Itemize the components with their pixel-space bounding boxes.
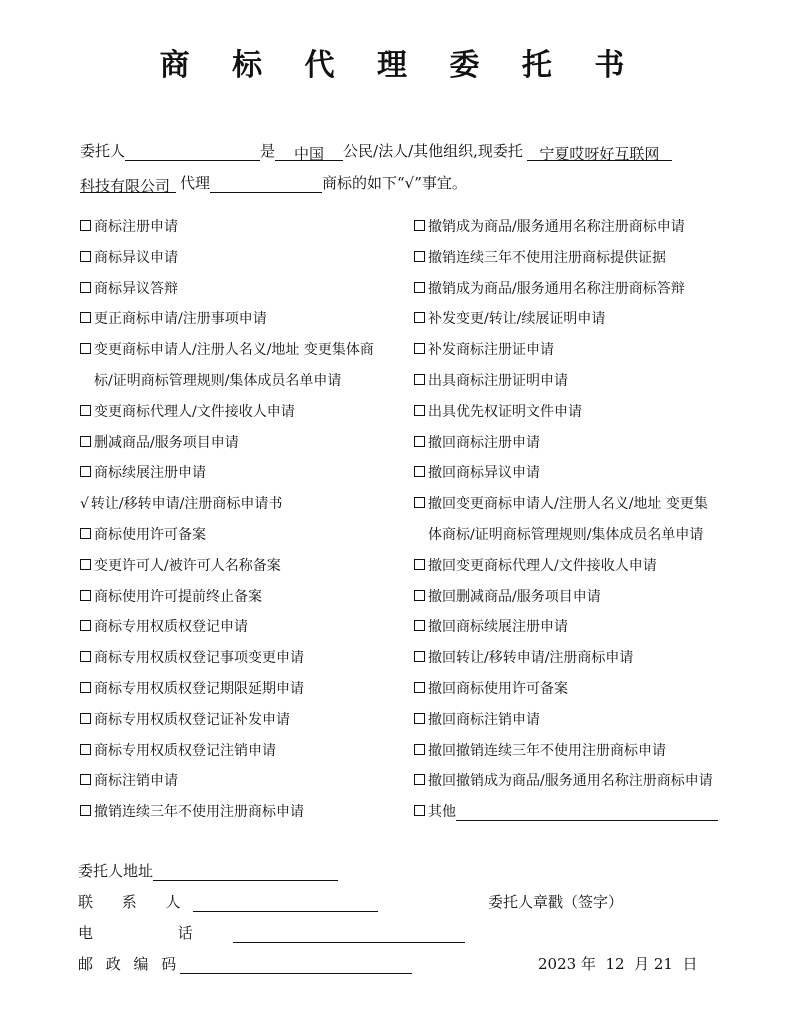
right-item[interactable]: [414, 462, 540, 482]
checkbox-icon[interactable]: [80, 343, 91, 354]
right-item-label: 撤回变更商标申请人/注册人名义/地址 变更集: [428, 496, 708, 513]
checkbox-icon[interactable]: [80, 744, 91, 755]
checkbox-icon[interactable]: [414, 312, 425, 323]
right-item[interactable]: [428, 524, 703, 544]
address-field[interactable]: [153, 864, 338, 881]
left-item[interactable]: [80, 770, 178, 790]
checkbox-icon[interactable]: [80, 774, 91, 785]
checkbox-icon[interactable]: [80, 682, 91, 693]
right-item[interactable]: [414, 801, 718, 821]
seal-row: [488, 891, 623, 912]
checkbox-icon[interactable]: [414, 713, 425, 724]
checkbox-icon[interactable]: [80, 282, 91, 293]
left-item-label: 商标专用权质权登记申请: [94, 619, 248, 636]
right-item[interactable]: [414, 401, 582, 421]
right-item[interactable]: [414, 616, 568, 636]
right-item-label: 撤回商标注册申请: [428, 434, 540, 451]
left-item-label: 变更商标申请人/注册人名义/地址 变更集体商: [94, 342, 374, 359]
right-item-label: 撤回撤销连续三年不使用注册商标申请: [428, 742, 666, 759]
left-item-label: 商标注销申请: [94, 773, 178, 790]
client-name-field[interactable]: [125, 143, 260, 161]
agent-name-field-2[interactable]: [80, 175, 176, 193]
trademark-suffix: 商标的如下“√”事宜。: [322, 174, 467, 192]
right-item[interactable]: [414, 216, 685, 236]
right-item-label: 其他: [428, 804, 456, 821]
checkbox-icon[interactable]: [80, 590, 91, 601]
left-item[interactable]: [80, 678, 304, 698]
intro-line-2: [80, 172, 467, 193]
checkbox-icon[interactable]: [414, 436, 425, 447]
checkbox-icon[interactable]: [414, 405, 425, 416]
checkbox-icon[interactable]: [414, 620, 425, 631]
right-item-label: 撤回商标异议申请: [428, 465, 540, 482]
checkbox-icon[interactable]: [414, 805, 425, 816]
left-item-label: 商标专用权质权登记事项变更申请: [94, 650, 304, 667]
seal-label: 委托人章戳（签字）: [488, 893, 624, 911]
phone-label: 电 话: [78, 924, 233, 942]
left-item-label: 变更许可人/被许可人名称备案: [94, 557, 281, 574]
left-item[interactable]: [80, 616, 248, 636]
left-item-label: 商标异议申请: [94, 249, 178, 266]
right-item[interactable]: [414, 493, 708, 513]
checkbox-icon[interactable]: [414, 590, 425, 601]
checkbox-icon[interactable]: [414, 374, 425, 385]
checkbox-icon[interactable]: [414, 251, 425, 262]
address-label: 委托人地址: [78, 862, 154, 880]
contact-row: [78, 891, 378, 912]
checkbox-icon[interactable]: [80, 651, 91, 662]
left-item-label: 商标使用许可提前终止备案: [94, 588, 262, 605]
right-item[interactable]: [414, 247, 666, 267]
left-item[interactable]: [80, 586, 262, 606]
checkbox-icon[interactable]: [414, 682, 425, 693]
left-item[interactable]: [80, 308, 267, 328]
right-item[interactable]: [414, 586, 601, 606]
checkbox-icon[interactable]: [414, 744, 425, 755]
right-item[interactable]: [414, 278, 685, 298]
left-item-label: 商标注册申请: [94, 219, 178, 235]
left-item-label: 更正商标申请/注册事项申请: [94, 311, 267, 328]
checkbox-icon[interactable]: [414, 466, 425, 477]
checkbox-icon[interactable]: [80, 251, 91, 262]
agent-name-field-1[interactable]: [527, 143, 672, 161]
checkbox-icon[interactable]: [80, 559, 91, 570]
right-item-label: 出具优先权证明文件申请: [428, 403, 582, 420]
checkbox-icon[interactable]: [80, 312, 91, 323]
left-item[interactable]: [80, 462, 206, 482]
right-item-label: 体商标/证明商标管理规则/集体成员名单申请: [428, 527, 704, 543]
right-item-label: 撤回转让/移转申请/注册商标申请: [428, 650, 634, 667]
left-item-label: 商标专用权质权登记注销申请: [94, 742, 276, 759]
right-item-label: 撤销连续三年不使用注册商标提供证据: [428, 249, 666, 266]
contact-label: 联 系 人: [78, 893, 193, 911]
checkbox-icon[interactable]: [80, 620, 91, 631]
agent-name-part-1: 宁夏哎呀好互联网: [539, 145, 660, 163]
right-item[interactable]: [414, 647, 633, 667]
left-item-label: 撤销连续三年不使用注册商标申请: [94, 804, 304, 821]
left-item-label: 商标续展注册申请: [94, 465, 206, 482]
left-item[interactable]: [80, 339, 374, 359]
left-item-label: 转让/移转申请/注册商标申请书: [90, 496, 283, 513]
checkbox-icon[interactable]: [414, 497, 425, 508]
agent-suffix: 代理: [180, 174, 211, 192]
contact-field[interactable]: [193, 895, 378, 912]
right-item-label: 撤回删减商品/服务项目申请: [428, 588, 601, 605]
checkbox-icon[interactable]: [80, 528, 91, 539]
left-item-label: 商标专用权质权登记证补发申请: [94, 711, 290, 728]
checkbox-icon[interactable]: [414, 774, 425, 785]
right-item[interactable]: [414, 740, 666, 760]
other-field[interactable]: [456, 805, 718, 821]
left-item[interactable]: [80, 432, 239, 452]
postcode-field[interactable]: [180, 957, 412, 974]
checkbox-icon[interactable]: [414, 651, 425, 662]
right-item-label: 撤回商标注销申请: [428, 711, 540, 728]
right-item[interactable]: [414, 555, 657, 575]
right-item[interactable]: [414, 709, 540, 729]
left-item-label: 商标异议答辩: [94, 280, 178, 297]
nationality-field[interactable]: [275, 143, 343, 161]
left-item[interactable]: [80, 216, 178, 236]
right-item[interactable]: [414, 339, 554, 359]
postcode-row: [78, 953, 412, 974]
intro-line-1: [80, 140, 672, 161]
trademark-name-field[interactable]: [210, 175, 322, 193]
right-item[interactable]: [414, 770, 713, 790]
agent-name-part-2: 科技有限公司: [80, 177, 171, 195]
right-item-label: 撤回商标续展注册申请: [428, 619, 568, 636]
checkbox-icon[interactable]: [414, 220, 425, 231]
left-item-label: 变更商标代理人/文件接收人申请: [94, 403, 295, 420]
right-item-label: 补发变更/转让/续展证明申请: [428, 311, 606, 328]
date-row: [538, 953, 698, 974]
left-item[interactable]: [80, 524, 206, 544]
left-item[interactable]: [80, 401, 295, 421]
left-item[interactable]: [80, 555, 281, 575]
checkbox-icon[interactable]: [80, 405, 91, 416]
checkbox-icon[interactable]: [80, 805, 91, 816]
left-item[interactable]: [80, 493, 282, 513]
left-item[interactable]: [80, 740, 276, 760]
left-item[interactable]: [80, 278, 178, 298]
entity-type-text: 公民/法人/其他组织,现委托: [343, 142, 523, 160]
checkbox-icon[interactable]: [414, 559, 425, 570]
nationality-value: 中国: [294, 145, 325, 163]
is-text: 是: [260, 142, 276, 160]
left-item[interactable]: [80, 247, 178, 267]
right-item-label: 撤销成为商品/服务通用名称注册商标申请: [428, 219, 685, 235]
right-item[interactable]: [414, 678, 568, 698]
document-title: 商 标 代 理 委 托 书: [159, 48, 641, 83]
checkbox-icon[interactable]: [80, 436, 91, 447]
right-item-label: 撤销成为商品/服务通用名称注册商标答辩: [428, 280, 685, 297]
checkbox-icon[interactable]: [80, 220, 91, 231]
right-item[interactable]: [414, 370, 568, 390]
checkbox-icon[interactable]: [414, 343, 425, 354]
left-item-label: 标/证明商标管理规则/集体成员名单申请: [94, 373, 342, 389]
left-item-label: 删减商品/服务项目申请: [94, 434, 239, 451]
right-item-label: 撤回商标使用许可备案: [428, 681, 568, 697]
checkbox-icon[interactable]: [414, 282, 425, 293]
left-item-label: 商标使用许可备案: [94, 527, 206, 543]
phone-row: [78, 922, 465, 943]
left-item[interactable]: [80, 801, 304, 821]
left-item[interactable]: [80, 647, 304, 667]
checkmark-icon[interactable]: √: [80, 496, 89, 513]
right-item[interactable]: [414, 308, 605, 328]
left-item-label: 商标专用权质权登记期限延期申请: [94, 681, 304, 697]
postcode-label: 邮 政 编 码: [78, 955, 181, 973]
checkbox-icon[interactable]: [80, 713, 91, 724]
phone-field[interactable]: [233, 926, 465, 943]
right-item-label: 出具商标注册证明申请: [428, 373, 568, 389]
checkbox-icon[interactable]: [80, 466, 91, 477]
client-label: 委托人: [80, 142, 126, 160]
date-text: 2023 年 12 月 21 日: [538, 955, 698, 973]
left-item[interactable]: [94, 370, 341, 390]
right-item[interactable]: [414, 432, 540, 452]
right-item-label: 撤回撤销成为商品/服务通用名称注册商标申请: [428, 773, 713, 790]
right-item-label: 补发商标注册证申请: [428, 342, 554, 359]
right-item-label: 撤回变更商标代理人/文件接收人申请: [428, 557, 657, 574]
left-item[interactable]: [80, 709, 290, 729]
address-row: [78, 860, 338, 881]
